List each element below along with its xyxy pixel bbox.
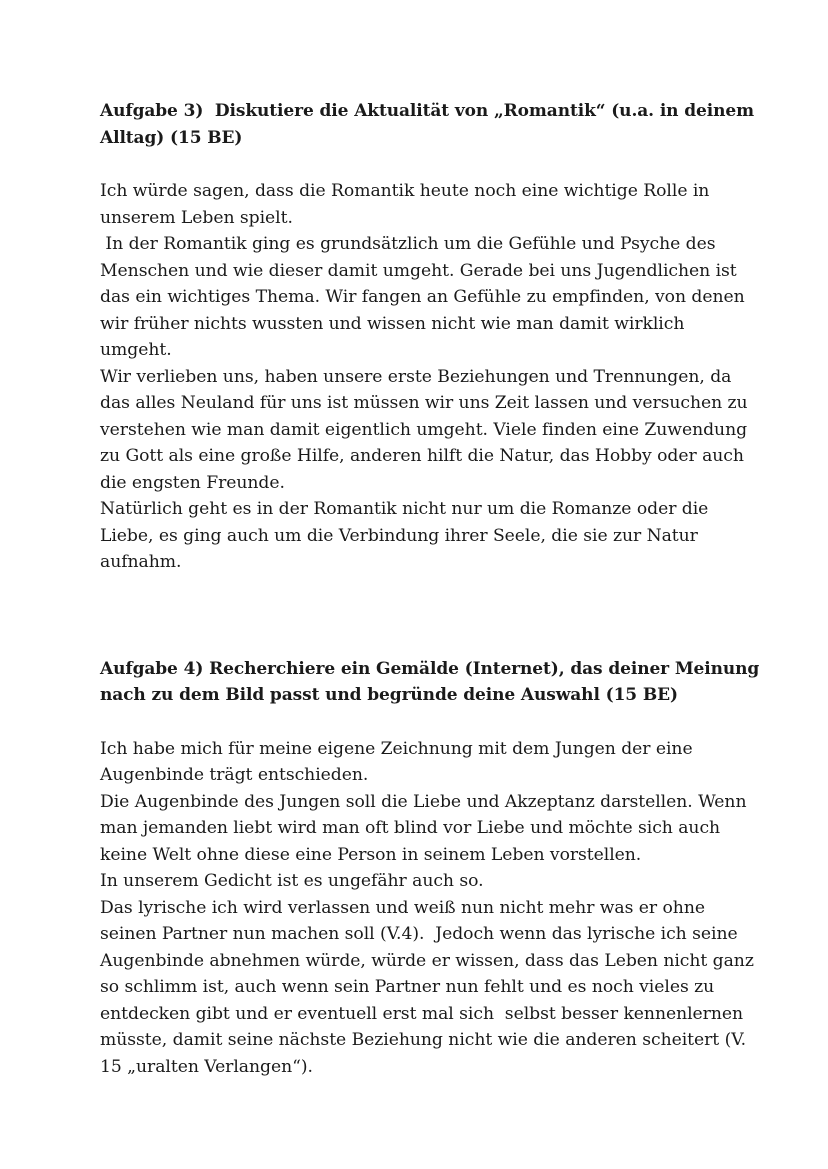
task-3-answer-line: aufnahm. [100, 552, 182, 572]
task-3-answer-line: Natürlich geht es in der Romantik nicht nur um die Romanze oder die [100, 499, 709, 519]
task-3-answer-line: verstehen wie man damit eigentlich umgeht. Viele finden eine Zuwendung [100, 419, 748, 440]
task-3-answer-line: zu Gott als eine große Hilfe, anderen hilft die Natur, das Hobby oder auch [100, 446, 744, 466]
task-4-answer-line: entdecken gibt und er eventuell erst mal sich selbst besser kennenlernen [100, 1003, 744, 1024]
task-3-answer-line: wir früher nichts wussten und wissen nicht wie man damit wirklich [100, 313, 685, 334]
task-4-answer-line: müsste, damit seine nächste Beziehung nicht wie die anderen scheitert (V. [100, 1030, 746, 1050]
task-4-answer-line: Das lyrische ich wird verlassen und weiß nun nicht mehr was er ohne [100, 897, 705, 918]
task-4-answer [100, 736, 754, 1081]
task-3-answer-line: das ein wichtiges Thema. Wir fangen an Gefühle zu empfinden, von denen [100, 287, 745, 307]
task-3-answer-line: unserem Leben spielt. [100, 207, 293, 228]
task-4-answer-line: Augenbinde trägt entschieden. [100, 765, 369, 785]
task-3-answer-line: Menschen und wie dieser damit umgeht. Gerade bei uns Jugendlichen ist [100, 260, 737, 281]
task-3-answer-line: In der Romantik ging es grundsätzlich um die Gefühle und Psyche des [100, 234, 716, 254]
task-3-answer-line: Liebe, es ging auch um die Verbindung ihrer Seele, die sie zur Natur [100, 525, 698, 546]
task-3-section [100, 98, 754, 576]
task-3-answer-line: das alles Neuland für uns ist müssen wir uns Zeit lassen und versuchen zu [100, 393, 748, 413]
task-4-answer-line: Augenbinde abnehmen würde, würde er wissen, dass das Leben nicht ganz [100, 950, 754, 971]
task-4-answer-line: keine Welt ohne diese eine Person in seinem Leben vorstellen. [100, 844, 642, 865]
task-4-heading-line: nach zu dem Bild passt und begründe deine Auswahl (15 BE) [100, 685, 678, 705]
task-4-section [100, 656, 760, 1081]
task-3-answer-line: Wir verlieben uns, haben unsere erste Beziehungen und Trennungen, da [100, 366, 732, 387]
task-4-answer-line: 15 „uralten Verlangen“). [100, 1056, 313, 1077]
task-3-answer [100, 178, 748, 576]
task-3-heading-line: Aufgabe 3) Diskutiere die Aktualität von „Romantik“ (u.a. in deinem [100, 101, 754, 121]
task-4-answer-line: man jemanden liebt wird man oft blind vor Liebe und möchte sich auch [100, 818, 721, 838]
task-3-answer-line: Ich würde sagen, dass die Romantik heute noch eine wichtige Rolle in [100, 181, 710, 201]
document-page [100, 98, 760, 1080]
task-4-answer-line: Ich habe mich für meine eigene Zeichnung mit dem Jungen der eine [100, 738, 693, 759]
task-4-heading [100, 656, 760, 709]
task-4-answer-line: seinen Partner nun machen soll (V.4). Jedoch wenn das lyrische ich seine [100, 924, 738, 944]
task-4-answer-line: Die Augenbinde des Jungen soll die Liebe und Akzeptanz darstellen. Wenn [100, 791, 747, 812]
task-4-answer-line: so schlimm ist, auch wenn sein Partner nun fehlt und es noch vieles zu [100, 977, 715, 997]
task-3-answer-line: die engsten Freunde. [100, 472, 285, 493]
task-3-heading [100, 98, 754, 151]
task-3-answer-line: umgeht. [100, 340, 172, 360]
task-4-answer-line: In unserem Gedicht ist es ungefähr auch so. [100, 871, 484, 891]
task-4-heading-line: Aufgabe 4) Recherchiere ein Gemälde (Internet), das deiner Meinung [100, 658, 760, 679]
task-3-heading-line: Alltag) (15 BE) [100, 127, 243, 148]
